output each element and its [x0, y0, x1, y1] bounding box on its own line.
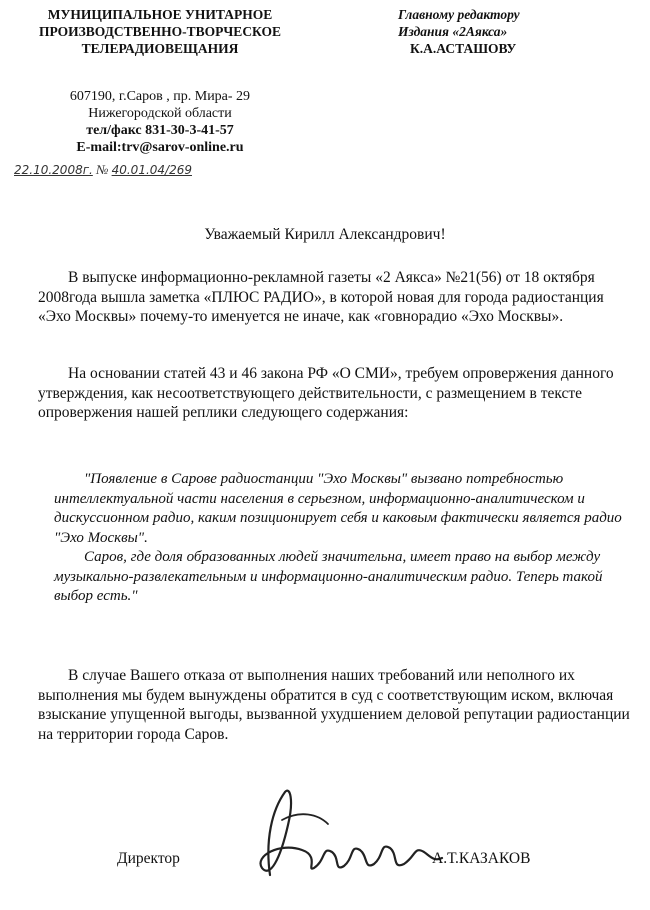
paragraph-3	[38, 666, 638, 744]
letter-number: 40.01.04/269	[111, 163, 192, 177]
paragraph-2-text: На основании статей 43 и 46 закона РФ «О СМИ», требуем опровержения данного утверждения, как несоответствующего действительности, с размещением в тексте опровержения нашей реплики следующего содержания:	[38, 365, 614, 421]
number-label: №	[96, 162, 109, 177]
region-line: Нижегородской области	[88, 106, 232, 121]
quote-paragraph-2-text: Саров, где доля образованных людей значительна, имеет право на выбор между музыкально-развлекательным и информационно-аналитическим радио. Теперь такой выбор есть."	[54, 549, 603, 604]
signer-title: Директор	[117, 850, 180, 867]
address-line: 607190, г.Саров , пр. Мира- 29	[69, 89, 251, 104]
paragraph-1	[38, 268, 638, 327]
paragraph-2	[38, 364, 638, 423]
org-line-1: МУНИЦИПАЛЬНОЕ УНИТАРНОЕ	[47, 7, 273, 22]
addressee-name: К.А.АСТАШОВУ	[410, 41, 517, 56]
salutation: Уважаемый Кирилл Александрович!	[204, 226, 446, 243]
quote-paragraph-1	[54, 470, 624, 548]
addressee-block	[398, 6, 638, 57]
addressee-line-2: Издания «2Аякса»	[398, 24, 508, 39]
email-line: E-mail:trv@sarov-online.ru	[76, 140, 244, 155]
quote-paragraph-2	[54, 548, 624, 607]
quote-paragraph-1-text: "Появление в Сарове радиостанции "Эхо Москвы" вызвано потребностью интеллектуальной части населения в серьезном, информационно-аналитическом и дискуссионном радио, каким позиционирует себя и каковым фактически является радио "Эхо Москвы".	[54, 471, 622, 546]
handwritten-signature	[210, 780, 460, 890]
org-line-2: ПРОИЗВОДСТВЕННО-ТВОРЧЕСКОЕ	[38, 24, 282, 39]
phone-line: тел/факс 831-30-3-41-57	[86, 123, 234, 138]
registration-line	[14, 162, 284, 178]
signer-name: А.Т.КАЗАКОВ	[432, 850, 531, 867]
paragraph-3-text: В случае Вашего отказа от выполнения наших требований или неполного их выполнения мы будем вынуждены обратится в суд с соответствующим иском, включая взыскание упущенной выгоды, вызванной ухудшением деловой репутации радиостанции на территории города Саров.	[38, 667, 630, 743]
addressee-line-1: Главному редактору	[398, 7, 520, 22]
organization-header	[10, 6, 310, 57]
org-line-3: ТЕЛЕРАДИОВЕЩАНИЯ	[81, 41, 239, 56]
quoted-reply	[54, 470, 624, 607]
letter-date: 22.10.2008г.	[14, 163, 93, 177]
paragraph-1-text: В выпуске информационно-рекламной газеты «2 Аякса» №21(56) от 18 октября 2008года вышла заметка «ПЛЮС РАДИО», в которой новая для города радиостанция «Эхо Москвы» почему-то именуется не иначе, как «говнорадио «Эхо Москвы».	[38, 269, 604, 325]
contacts-block	[40, 88, 280, 156]
